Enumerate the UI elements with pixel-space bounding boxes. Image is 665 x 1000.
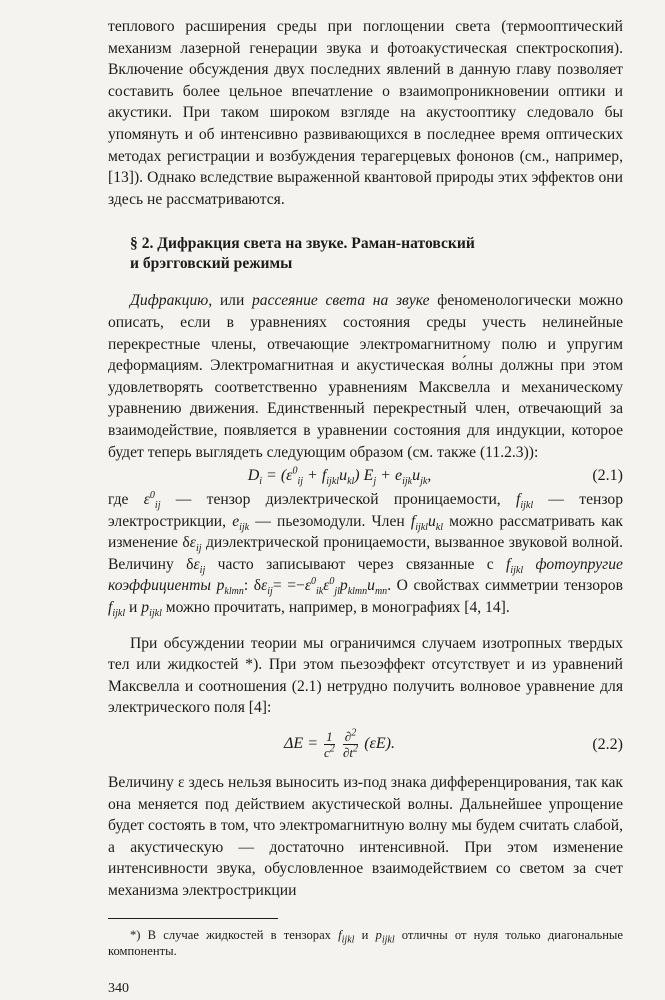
equation-2-1 [108, 465, 623, 488]
paragraph-intro: теплового расширения среды при поглощении света (термооптический механизм лазерной генерации звука и фотоакустическая спектроскопия). Включение обсуждения двух последних явлений в данную главу позволяет составить более цельное впечатление о взаимопроникновении оптики и акустики. При таком широком взгляде на акустооптику следовало бы упомянуть и об интенсивно развивающихся в последнее время оптических методах регистрации и возбуждения терагерцевых фононов (см., например, [13]). Однако вследствие выраженной квантовой природы этих эффектов они здесь не рассматриваются. [108, 18, 623, 208]
paragraph-epsilon: Величину ε здесь нельзя выносить из-под знака дифференцирования, так как она меняется под действием акустической волны. Дальнейшее упрощение будет состоять в том, что электромагнитную волну мы будем считать слабой, а акустическую — достаточно интенсивной. При этом изменение интенсивности звука, обусловленное взаимодействием со светом за счет механизма электрострикции [108, 774, 623, 899]
paragraph-diffraction: Дифракцию, или рассеяние света на звуке феноменологически можно описать, если в уравнениях состояния среды учесть нелинейные перекрестные члены, отвечающие электромагнитному полю и упругим деформациям. Электромагнитная и акустическая во́лны должны при этом удовлетворять соответственно уравнениям Максвелла и механическому уравнению движения. Единственный перекрестный член, отвечающий за взаимодействие, появляется в уравнении состояния для индукции, которое будет теперь выглядеть следующим образом (см. также (11.2.3)): [108, 292, 623, 461]
section-heading-line2: и брэгговский режимы [130, 255, 293, 273]
term-light-scattering: рассеяние света на звуке [251, 292, 430, 310]
page-number: 340 [108, 980, 129, 996]
paragraph-isotropic: При обсуждении теории мы ограничимся случаем изотропных твердых тел или жидкостей *). При этом пьезоэффект отсутствует и из уравнений Максвелла и соотношения (2.1) нетрудно получить волновое уравнение для электрического поля [4]: [108, 634, 623, 717]
paragraph-tensors: где $\varepsilon^0_{ij}$ — тензор диэлектрической проницаемости, $f_{ijkl}$ — тензор электрострикции, $e_{ijk}$ — пьезомодули. Член $f_{ijkl}u_{kl}$ можно рассматривать как изменение $\delta\varepsilon_{ij}$ диэлектрической проницаемости, вызванное звуковой волной. Величину $\delta\varepsilon_{ij}$ часто записывают через связанные с $f_{ijkl}$ фотоупругие коэффициенты $p_{klmn}$: $\delta\varepsilon_{ij}= =-\varepsilon^0_{ik}\varepsilon^0_{jl}p_{klmn}u_{mn}$. О свойствах симметрии тензоров $f_{ijkl}$ и $p_{ijkl}$ можно прочитать, например, в монографиях [4, 14]. [108, 489, 624, 620]
equation-2-2-number: (2.2) [592, 735, 623, 753]
term-diffraction: Дифракцию, [130, 292, 213, 310]
footnote-divider [108, 918, 278, 919]
footnote: *) В случае жидкостей в тензорах $f_{ijkl}$ и $p_{ijkl}$ отличны от нуля только диагональные компоненты. [108, 927, 623, 958]
equation-2-1-formula: $D_i = (\varepsilon^0_{ij} + f_{ijkl}u_{kl}) E_j + e_{ijk}u_{jk}$, [247, 465, 432, 488]
equation-2-1-number: (2.1) [592, 467, 623, 485]
term-photoelastic: фотоупругие коэффициенты [108, 555, 623, 595]
section-heading-line1: § 2. Дифракция света на звуке. Раман-натовский [130, 235, 475, 253]
equation-2-2-formula: ΔE = $\frac{1}{c^2}$ $\frac{\partial^2}{\partial t^2}$ (εE). [284, 727, 395, 761]
equation-2-2 [108, 729, 623, 760]
section-heading [108, 234, 623, 274]
